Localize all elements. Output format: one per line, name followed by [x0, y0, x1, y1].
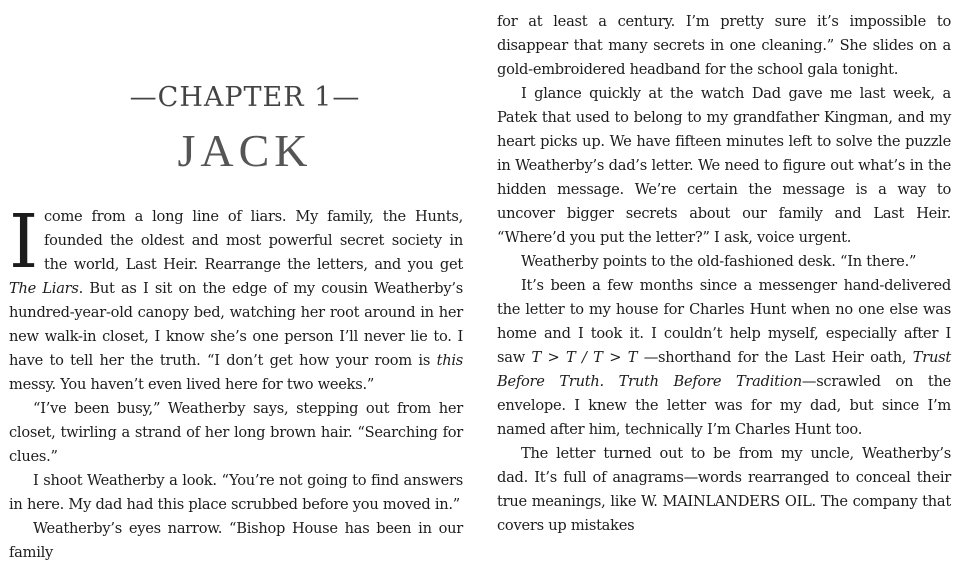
- paragraph: for at least a century. I’m pretty sure it’s impossible to disappear that many secrets in one cleaning.” She slides on a gold-embroidered headband for the school gala tonight.: [497, 13, 951, 78]
- paragraph-text: —scrawled on the envelope. I knew the letter was for my dad, but since I’m named after him, technically I’m Charles Hunt too.: [497, 373, 951, 438]
- paragraph-text: messy. You haven’t even lived here for two weeks.”: [9, 376, 375, 393]
- paragraph-text: . But as I sit on the edge of my cousin Weatherby’s hundred-year-old canopy bed, watching her root around in her new walk-in closet, I know she’s one person I’ll never lie to. I have to tell her the truth. “I don’t get how your room is: [9, 280, 463, 369]
- italic-text: The Liars: [9, 280, 79, 297]
- left-page: [9, 0, 463, 561]
- paragraph: Weatherby’s eyes narrow. “Bishop House has been in our family: [9, 520, 463, 561]
- italic-text: T > T / T > T: [531, 349, 638, 366]
- paragraph: Weatherby points to the old-fashioned desk. “In there.”: [521, 253, 917, 270]
- right-page: [497, 0, 951, 536]
- chapter-number-heading: —CHAPTER 1—: [129, 82, 361, 113]
- chapter-title: JACK: [177, 125, 313, 176]
- paragraph-text: It’s been a few months since a messenger hand-delivered the letter to my house for Charles Hunt when no one else was home and I took it. I couldn’t help myself, especially after I saw: [497, 277, 951, 366]
- italic-text: Trust Before Truth. Truth Before Tradition: [497, 349, 951, 390]
- paragraph-text: —shorthand for the Last Heir oath,: [637, 349, 913, 366]
- left-page-text: [9, 199, 463, 565]
- paragraph: “I’ve been busy,” Weatherby says, stepping out from her closet, twirling a strand of her long brown hair. “Searching for clues.”: [9, 400, 463, 465]
- paragraph: I shoot Weatherby a look. “You’re not going to find answers in here. My dad had this place scrubbed before you moved in.”: [9, 472, 463, 513]
- paragraph: I glance quickly at the watch Dad gave me last week, a Patek that used to belong to my grandfather Kingman, and my heart picks up. We have fifteen minutes left to solve the puzzle in Weatherby’s dad’s letter. We need to figure out what’s in the hidden message. We’re certain the message is a way to uncover bigger secrets about our family and Last Heir. “Where’d you put the letter?” I ask, voice urgent.: [497, 85, 951, 246]
- paragraph: [9, 199, 463, 397]
- drop-cap: I: [9, 199, 38, 285]
- right-page-text: [497, 10, 951, 538]
- italic-text: this: [436, 352, 463, 369]
- paragraph-text: come from a long line of liars. My family, the Hunts, founded the oldest and most powerful secret society in the world, Last Heir. Rearrange the letters, and you get: [43, 208, 463, 273]
- paragraph: The letter turned out to be from my uncle, Weatherby’s dad. It’s full of anagrams—words rearranged to conceal their true meanings, like W. MAINLANDERS OIL. The company that covers up mistakes: [497, 445, 951, 534]
- paragraph: [497, 274, 951, 442]
